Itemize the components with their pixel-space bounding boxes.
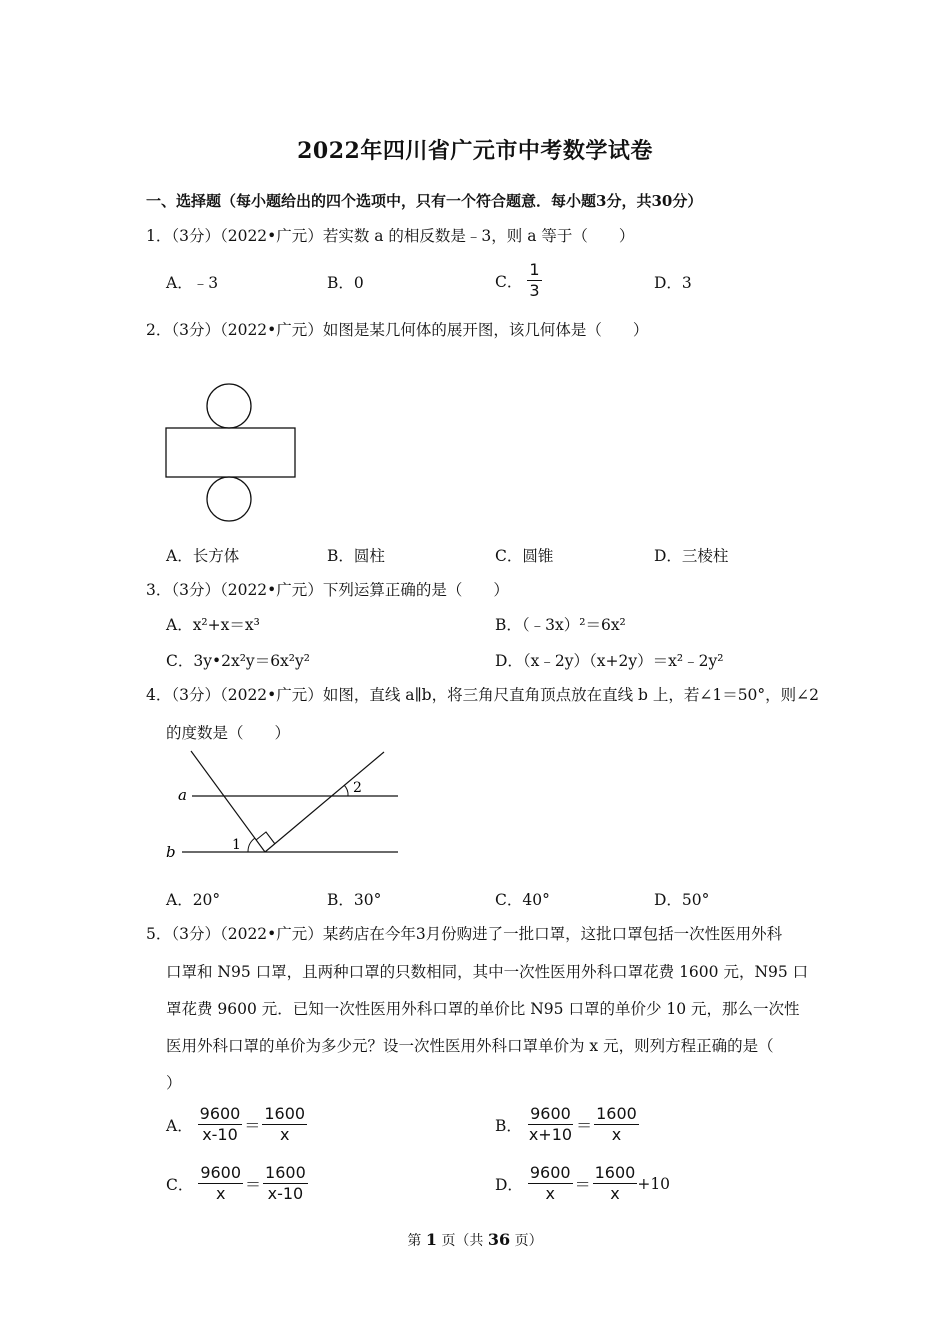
q4-option-c[interactable]: C．40° [495, 891, 550, 909]
equals-sign: ＝ [245, 1175, 262, 1195]
cylinder-net-figure [160, 378, 305, 528]
q2-option-c[interactable]: C．圆锥 [495, 547, 554, 565]
question-4-stem-line1: 4．（3分）（2022•广元）如图，直线 a∥b，将三角尺直角顶点放在直线 b 上，若∠1＝50°，则∠2 [146, 686, 820, 704]
q4-option-b[interactable]: B．30° [327, 891, 382, 909]
question-4-stem-line2: 的度数是（ ） [166, 724, 291, 742]
angle-1-arc [248, 838, 255, 852]
q2-option-b[interactable]: B．圆柱 [327, 547, 385, 565]
lateral-rectangle [166, 428, 295, 477]
q5-option-b[interactable] [495, 1106, 639, 1144]
label-a: a [178, 786, 187, 804]
question-3-stem: 3．（3分）（2022•广元）下列运算正确的是（ ） [146, 581, 509, 599]
q3-option-c[interactable]: C．3y•2x²y＝6x²y² [166, 652, 310, 670]
q2-option-a[interactable]: A．长方体 [166, 547, 240, 565]
fraction [527, 262, 541, 300]
q5-option-a-label: A． [166, 1116, 193, 1135]
fraction-right [593, 1165, 638, 1203]
footer-total-pages: 36 [487, 1230, 511, 1249]
plus-ten: +10 [637, 1174, 671, 1193]
section-heading: 一、选择题（每小题给出的四个选项中，只有一个符合题意．每小题3分，共30分） [146, 192, 703, 210]
label-angle-2: 2 [353, 780, 362, 796]
numerator: 9600 [199, 1104, 241, 1123]
q3-option-d[interactable]: D．（x﹣2y）（x+2y）＝x²﹣2y² [495, 652, 724, 670]
footer-prefix: 第 [407, 1233, 422, 1249]
fraction-right [262, 1106, 307, 1144]
triangle-leg-right [265, 752, 384, 852]
q5-option-c-label: C． [166, 1175, 194, 1194]
top-circle [207, 384, 251, 428]
q1-option-c-label: C． [495, 272, 523, 291]
q1-option-c[interactable] [495, 262, 542, 300]
page-title: 2022年四川省广元市中考数学试卷 [297, 138, 653, 164]
equals-sign: ＝ [244, 1116, 261, 1136]
denominator: x-10 [267, 1183, 304, 1203]
numerator: 9600 [200, 1163, 242, 1182]
question-5-line1: 5．（3分）（2022•广元）某药店在今年3月份购进了一批口罩，这批口罩包括一次性医用外科 [146, 925, 783, 943]
equals-sign: ＝ [576, 1116, 593, 1136]
numerator: 1600 [594, 1163, 636, 1182]
label-b: b [166, 843, 176, 861]
label-angle-1: 1 [232, 837, 241, 853]
q5-option-d-label: D． [495, 1175, 523, 1194]
question-5-line5: ） [166, 1074, 182, 1092]
footer-page-number: 1 [425, 1230, 437, 1249]
q5-option-b-label: B． [495, 1116, 522, 1135]
q1-option-b[interactable]: B．0 [327, 274, 364, 292]
q5-option-d[interactable] [495, 1165, 670, 1203]
right-angle-mark [256, 832, 275, 844]
triangle-leg-left [191, 751, 265, 852]
fraction-left [198, 1106, 243, 1144]
question-5-line2: 口罩和 N95 口罩，且两种口罩的只数相同，其中一次性医用外科口罩花费 1600 元，N95 口 [166, 963, 809, 981]
parallel-lines-figure [160, 745, 405, 865]
fraction-left [528, 1165, 573, 1203]
footer-mid: 页（共 [441, 1233, 484, 1249]
q4-option-d[interactable]: D．50° [654, 891, 710, 909]
numerator: 9600 [529, 1163, 571, 1182]
numerator: 1600 [596, 1104, 637, 1123]
fraction-right [594, 1106, 639, 1144]
q5-option-c[interactable] [166, 1165, 308, 1203]
q1-option-d[interactable]: D．3 [654, 274, 692, 292]
question-5-line3: 罩花费 9600 元．已知一次性医用外科口罩的单价比 N95 口罩的单价少 10 元，那么一次性 [166, 1000, 800, 1018]
equals-sign: ＝ [574, 1175, 591, 1195]
q1-option-a[interactable]: A．﹣3 [166, 274, 219, 292]
fraction-left [527, 1106, 574, 1144]
question-1-stem: 1．（3分）（2022•广元）若实数 a 的相反数是﹣3，则 a 等于（ ） [146, 227, 635, 245]
denominator: x [280, 1124, 290, 1144]
angle-2-arc [344, 785, 348, 796]
numerator: 1600 [265, 1163, 306, 1182]
bottom-circle [207, 477, 251, 521]
fraction-right [263, 1165, 308, 1203]
footer-suffix: 页） [514, 1233, 543, 1249]
denominator: x [610, 1183, 620, 1203]
q5-option-a[interactable] [166, 1106, 307, 1144]
numerator: 1600 [264, 1104, 306, 1123]
page-footer [0, 1230, 950, 1250]
denominator: x-10 [202, 1124, 238, 1144]
q2-option-d[interactable]: D．三棱柱 [654, 547, 729, 565]
denominator: x [611, 1124, 622, 1144]
denominator: 3 [529, 280, 540, 300]
question-2-stem: 2．（3分）（2022•广元）如图是某几何体的展开图，该几何体是（ ） [146, 321, 649, 339]
q3-option-a[interactable]: A．x²+x＝x³ [166, 616, 260, 634]
numerator: 9600 [530, 1104, 571, 1123]
numerator: 1 [529, 260, 540, 279]
denominator: x+10 [528, 1124, 573, 1144]
q4-option-a[interactable]: A．20° [166, 891, 221, 909]
denominator: x [545, 1183, 555, 1203]
q3-option-b[interactable]: B．（﹣3x）²＝6x² [495, 616, 626, 634]
question-5-line4: 医用外科口罩的单价为多少元？设一次性医用外科口罩单价为 x 元，则列方程正确的是（ [166, 1037, 774, 1055]
fraction-left [198, 1165, 243, 1203]
denominator: x [215, 1183, 226, 1203]
